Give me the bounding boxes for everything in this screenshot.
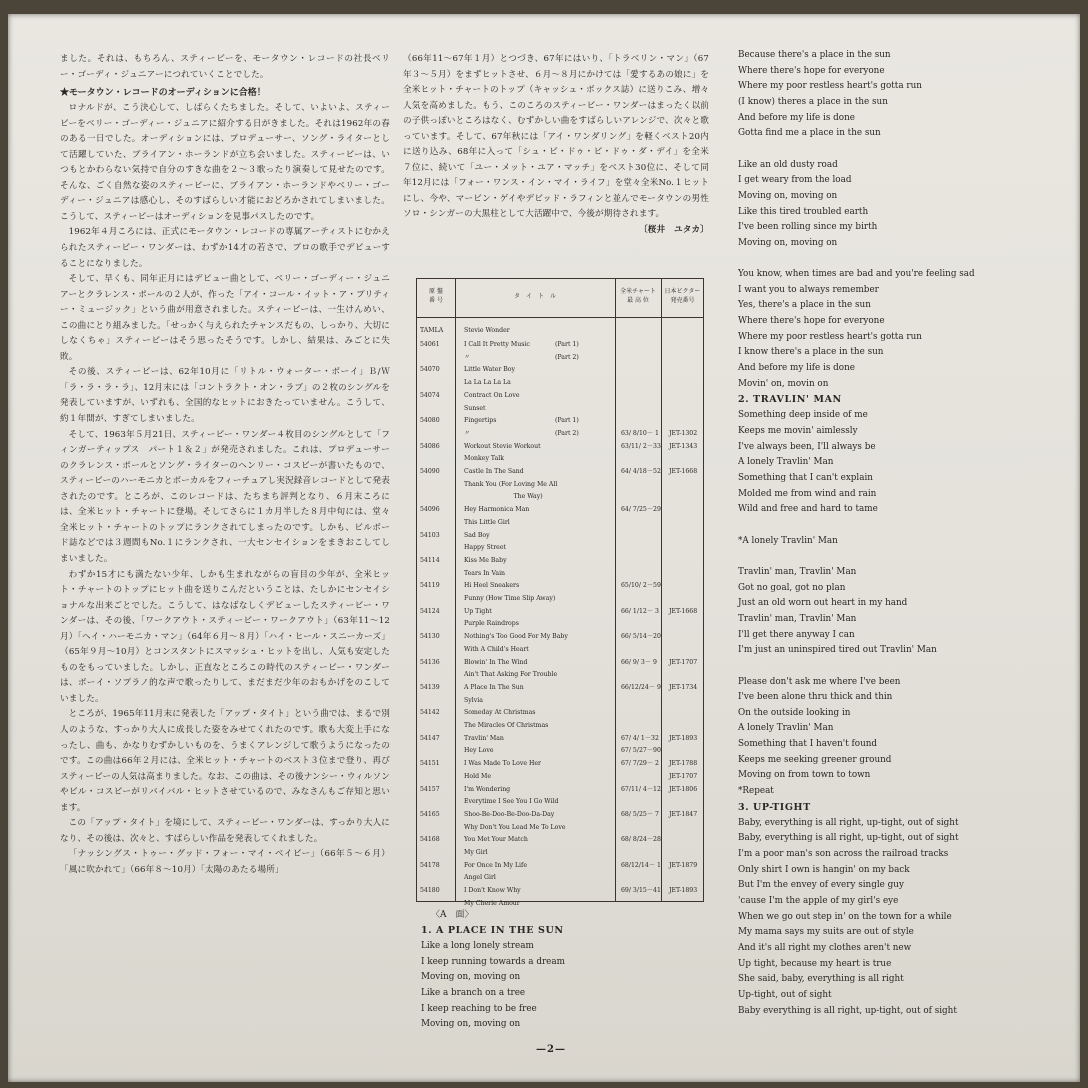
header-number: 原 盤 番 号 — [429, 288, 443, 304]
table-row — [417, 618, 703, 629]
song-title-cell: With A Child's Heart — [464, 645, 529, 653]
song-title-cell: My Cherie Amour — [464, 899, 520, 907]
author-credit: 〔桜井 ユタカ〕 — [639, 225, 709, 236]
lyric-line: Something that I can't explain — [738, 473, 873, 484]
article-paragraph: この「アップ・タイト」を境にして、スティービー・ワンダーは、すっかり大人になり、その後は、次々と、すばらしい作品を発表してくれました。 — [60, 818, 390, 844]
song-title-cell: Sylvia — [464, 696, 483, 704]
table-row — [417, 466, 703, 477]
table-row — [417, 390, 703, 401]
song-title-cell: The Way) — [464, 493, 543, 501]
song-title-cell: Happy Street — [464, 544, 506, 552]
song-title-cell: Funny (How Time Slip Away) — [464, 595, 556, 602]
song-title-cell: I Call It Pretty Music — [464, 341, 530, 348]
jvc-number-cell: JET-1707 — [669, 772, 698, 780]
song-title-cell: Hi Heel Sneakers — [464, 582, 520, 590]
jvc-number-cell: JET-1788 — [669, 760, 698, 768]
lyric-line: Just an old worn out heart in my hand — [738, 598, 908, 609]
song-lyrics — [738, 408, 1038, 799]
article-column-1 — [60, 52, 390, 878]
lyric-line: (I know) theres a place in the sun — [738, 96, 888, 107]
song-title-cell: Thank You (For Loving Me All — [464, 480, 558, 488]
catalog-number: 54178 — [420, 861, 440, 869]
song-title-cell: Contract On Love — [464, 391, 520, 399]
table-row — [417, 695, 703, 706]
lyric-line: I'm a poor man's son across the railroad tracks — [738, 849, 949, 860]
table-row — [417, 593, 703, 604]
part-cell: (Part 2) — [555, 353, 579, 361]
table-row — [417, 809, 703, 820]
chart-position-cell: 66/ 9/ 3－ 9 — [621, 658, 657, 666]
lyric-line: Like an old dusty road — [738, 159, 838, 170]
lyric-line: Moving on from town to town — [738, 770, 871, 781]
song-title-cell: Someday At Christmas — [464, 709, 536, 717]
chart-position-cell: 65/10/ 2－59 — [621, 582, 661, 590]
song-title-cell: I Don't Know Why — [464, 887, 521, 895]
catalog-number: 54086 — [420, 442, 440, 450]
song-title-cell: Why Don't You Lead Me To Love — [464, 823, 566, 831]
chart-position-cell: 63/11/ 2－33 — [621, 442, 661, 450]
song-title-cell: This Little Girl — [464, 518, 510, 526]
lyric-line: Where my poor restless heart's gotta run — [738, 81, 922, 92]
song-title-cell: Shoo-Be-Doo-Be-Doo-Da-Day — [464, 810, 555, 818]
side-label: 〈A 面〉 — [431, 910, 474, 920]
jvc-number-cell: JET-1707 — [669, 658, 698, 666]
catalog-number: 54130 — [420, 633, 440, 641]
chart-position-cell: 63/ 8/10－ 1 — [621, 429, 659, 437]
table-row — [417, 403, 703, 414]
song-title: 3. UP-TIGHT — [738, 801, 811, 813]
liner-notes-page — [8, 14, 1080, 1082]
jvc-number-cell: JET-1302 — [669, 429, 698, 437]
catalog-number: 54061 — [420, 341, 440, 348]
table-row — [417, 479, 703, 490]
lyric-line: Travlin' man, Travlin' Man — [738, 566, 857, 577]
lyric-line: Something that I haven't found — [738, 739, 878, 750]
chart-position-cell: 67/11/ 4－12 — [621, 785, 661, 793]
song-title-cell: Nothing's Too Good For My Baby — [464, 633, 568, 641]
table-row — [417, 568, 703, 579]
article-paragraph: ところが、1965年11月末に発表した「アップ・タイト」という曲では、まるで別人のような、すっかり大人に成長した姿をみせてくれたのです。歌も大変上手になったし、曲も、かなりむずかしいものを、うまくアレンジして歌うようになったのです。この曲は66年２月には、全米ヒット・チャートのベスト３位まで登り、再びスティービーの人気は高まりました。なお、この曲は、その後ナンシー・ウィルソンやビル・コスビーがリバイバル・ヒットさせているので、みなさんもご存知と思います。 — [60, 709, 390, 813]
song-title-cell: The Miracles Of Christmas — [464, 722, 549, 729]
article-intro: ました。それは、もちろん、スティービーを、モータウン・レコードの社長ベリー・ゴーディ・ジュニアーにつれていくことでした。 — [60, 54, 390, 80]
catalog-number: 54151 — [420, 760, 440, 768]
table-row — [417, 885, 703, 896]
table-row — [417, 707, 703, 718]
lyric-line: You know, when times are bad and you're feeling sad — [738, 269, 975, 280]
chart-position-cell: 64/ 7/25－29 — [621, 506, 661, 514]
song-title-cell: For Once In My Life — [464, 861, 527, 869]
lyric-line: And before my life is done — [738, 363, 855, 374]
jvc-number-cell: JET-1879 — [669, 861, 698, 869]
song-title-cell: A Place In The Sun — [464, 683, 524, 691]
article-paragraph: ロナルドが、こう決心して、しばらくたちました。そして、いよいよ、スティービーをベリー・ゴーディー・ジュニアに紹介する日がきました。それは1962年の春のある一日でした。オーディションには、プロデューサー、ソング・ライターとして活躍していた、ブライアン・ホーランドが立ち会いました。スティービーは、いつもとかわらない気持で自分のすきな曲を２～３歌ったり演奏して見せたのです。そんな、ごく自然な姿のスティービーに、ブライアン・ホーランドやベリー・ゴーディー・ジュニアは感心し、そのすばらしい才能におどろかされてしまいました。こうして、スティービーはオーディションを見事パスしたのです。 — [60, 103, 390, 222]
lyric-line: Keeps me movin' aimlessly — [738, 426, 858, 437]
chart-position-cell: 68/ 5/25－ 7 — [621, 810, 659, 818]
lyric-line: *Repeat — [738, 786, 774, 797]
table-row — [417, 745, 703, 756]
catalog-number: 54165 — [420, 810, 440, 818]
table-row — [417, 530, 703, 541]
lyric-line: I want you to always remember — [738, 284, 879, 295]
table-row — [417, 644, 703, 655]
lyric-line: Where there's hope for everyone — [738, 316, 885, 327]
part-cell: (Part 1) — [555, 341, 579, 348]
song-title-cell: Purple Raindrops — [464, 620, 519, 628]
jvc-number-cell: JET-1734 — [669, 683, 698, 691]
song-title-cell: Travlin' Man — [464, 734, 504, 742]
article-paragraph: わずか15才にも満たない少年、しかも生まれながらの盲目の少年が、全米ヒット・チャートのトップにヒット曲を送りこんだということは、たしかにセンセイショナルな出来ごとでした。こうして、はなばなしくデビューしたスティービー・ワンダーは、その後、「ワークアウト・スティービー・ワークアウト」（63年11～12月）「ヘイ・ハーモニカ・マン」（64年６月～８月）「ハイ・ヒール・スニーカーズ」（65年９月～10月）とコンスタントにスマッシュ・ヒットを出し、人気も安定したものをもっていました。しかし、正直なところこの時代のスティービー・ワンダーは、ボーイ・ソプラノ的な声で歌ったりして、まだまだ少年のおもかげをのこしていました。 — [60, 569, 390, 704]
lyric-line: Keeps me seeking greener ground — [738, 754, 892, 765]
song-title-cell: 〃 — [464, 429, 471, 437]
lyric-line: Baby everything is all right, up-tight, out of sight — [738, 1005, 957, 1016]
jvc-number-cell: JET-1343 — [669, 442, 698, 450]
lyric-line: I get weary from the load — [738, 175, 852, 186]
lyric-line: Gotta find me a place in the sun — [738, 128, 881, 139]
catalog-number: 54136 — [420, 658, 440, 666]
song-title: 2. TRAVLIN' MAN — [738, 394, 842, 406]
chart-position-cell: 67/ 5/27－90 — [621, 747, 661, 755]
chart-position-cell: 69/ 3/15－41 — [621, 887, 661, 895]
lyric-line: A lonely Travlin' Man — [738, 457, 834, 468]
table-label-row — [417, 325, 703, 336]
lyric-line: I'll get there anyway I can — [738, 629, 855, 640]
table-row — [417, 784, 703, 795]
stanza-gap — [738, 659, 1038, 675]
side-a-lyrics — [421, 908, 711, 1033]
lyric-line: And before my life is done — [738, 112, 855, 123]
table-row — [417, 834, 703, 845]
lyric-line: When we go out step in' on the town for a while — [738, 911, 952, 922]
lyric-line: *A lonely Travlin' Man — [738, 535, 838, 546]
table-row — [417, 517, 703, 528]
song-title-cell: Sunset — [464, 404, 486, 412]
catalog-number: 54119 — [420, 582, 440, 590]
table-row — [417, 771, 703, 782]
lyric-line: Up tight, because my heart is true — [738, 958, 892, 969]
lyric-line: Only shirt I own is hangin' on my back — [738, 864, 910, 875]
chart-position-cell: 67/ 7/29－ 2 — [621, 760, 659, 768]
catalog-number: 54139 — [420, 683, 440, 691]
jvc-number-cell: JET-1893 — [669, 734, 698, 742]
song-title-cell: Up Tight — [464, 607, 492, 615]
lyric-line: I keep reaching to be free — [421, 1003, 537, 1014]
song-title-cell: Ain't That Asking For Trouble — [464, 671, 558, 679]
stanza-gap — [738, 252, 1038, 268]
table-row — [417, 580, 703, 591]
jvc-number-cell: JET-1847 — [669, 810, 698, 818]
table-row — [417, 720, 703, 731]
catalog-number: 54157 — [420, 785, 440, 793]
catalog-number: 54070 — [420, 366, 440, 374]
article-continuation — [403, 52, 709, 236]
song-title-cell: Hey Love — [464, 747, 494, 755]
chart-position-cell: 68/ 8/24－28 — [621, 836, 661, 844]
table-row — [417, 847, 703, 858]
lyric-line: Because there's a place in the sun — [738, 50, 891, 60]
lyrics-column — [738, 48, 1038, 1019]
table-row — [417, 860, 703, 871]
lyric-line: Where my poor restless heart's gotta run — [738, 331, 922, 342]
lyric-line: Baby, everything is all right, up-tight, out of sight — [738, 833, 959, 844]
catalog-number: 54103 — [420, 531, 440, 539]
lyric-line: Movin' on, movin on — [738, 378, 829, 389]
catalog-number: 54142 — [420, 709, 440, 717]
table-row — [417, 555, 703, 566]
table-row — [417, 491, 703, 502]
catalog-number: 54114 — [420, 556, 440, 564]
song-lyrics — [738, 48, 1038, 392]
table-row — [417, 441, 703, 452]
lyric-line: Moving on, moving on — [421, 1019, 521, 1030]
lyric-line: Moving on, moving on — [421, 972, 521, 983]
table-row — [417, 796, 703, 807]
lyric-line: Like a long lonely stream — [421, 941, 534, 951]
song-title-cell: Workout Stevie Workout — [464, 442, 541, 450]
lyric-line: And it's all right my clothes aren't new — [738, 943, 912, 954]
lyric-line: I've always been, I'll always be — [738, 441, 876, 452]
discography-table — [416, 278, 704, 907]
catalog-number: 54090 — [420, 468, 440, 475]
song-title-cell: Hey Harmonica Man — [464, 506, 530, 514]
song-title-cell: Little Water Boy — [464, 366, 516, 374]
label-cell: TAMLA — [420, 327, 444, 334]
lyric-line: Like a branch on a tree — [421, 987, 526, 998]
catalog-number: 54180 — [420, 887, 440, 895]
song-title-cell: Tears In Vain — [464, 569, 506, 577]
article-heading: ★モータウン・レコードのオーディションに合格！ — [60, 88, 266, 99]
chart-position-cell: 66/12/24－ 9 — [621, 683, 661, 691]
lyric-line: Something deep inside of me — [738, 410, 868, 421]
table-row — [417, 428, 703, 439]
table-row — [417, 606, 703, 617]
song-lyrics — [421, 939, 711, 1033]
table-row — [417, 364, 703, 375]
table-row — [417, 542, 703, 553]
chart-position-cell: 66/ 5/14－20 — [621, 633, 661, 641]
header-jvc: 日本ビクター 発売番号 — [664, 288, 701, 304]
lyric-line: A lonely Travlin' Man — [738, 723, 834, 734]
lyric-line: I'm just an uninspired tired out Travlin' Man — [738, 645, 937, 656]
table-row — [417, 872, 703, 883]
song-title-cell: My Girl — [464, 849, 488, 856]
song-title-cell: La La La La La — [464, 379, 511, 387]
lyric-line: Up-tight, out of sight — [738, 989, 832, 1000]
chart-position-cell: 64/ 4/18－52 — [621, 468, 661, 475]
song-title-cell: Blowin' In The Wind — [464, 658, 528, 666]
song-title-cell: Everytime I See You I Go Wild — [464, 798, 559, 806]
jvc-number-cell: JET-1668 — [669, 607, 698, 615]
table-row — [417, 504, 703, 515]
table-divider — [417, 317, 703, 318]
table-row — [417, 631, 703, 642]
song-title-cell: Fingertips — [464, 417, 497, 425]
page-number: —2— — [536, 1044, 566, 1055]
table-row — [417, 352, 703, 363]
lyric-line: Where there's hope for everyone — [738, 65, 885, 76]
catalog-number: 54096 — [420, 506, 440, 514]
song-title-cell: I Was Made To Love Her — [464, 760, 541, 768]
article-continuation-text: （66年11～67年１月）とつづき、67年にはいり、「トラベリン・マン」（67年３～５月）をまずヒットさせ、６月～８月にかけては「愛するあの娘に」を全米ヒット・チャートのトップ（キャッシュ・ボックス誌）に送りこみ、増々人気を高めました。もう、このころのスティービー・ワンダーはまったく以前の子供っぽいところはなく、むずかしい曲をすばらしいアレンジで、次々と歌っています。そして、67年秋には「アイ・ワンダリング」を軽くベスト20内に送り込み、68年に入って「シュ・ビ・ドゥ・ビ・ドゥ・ダ・デイ」を全米７位に、続いて「ユー・メット・ユア・マッチ」をベスト30位に、そして同年12月には「フォー・ワンス・イン・マイ・ライフ」を堂々全米No.１ヒットにし、今や、マービン・ゲイやデビッド・ラフィンと並んでモータウンの男性ソロ・シンガーの大黒柱として大活躍中で、今後が期待されます。 — [403, 54, 709, 220]
lyric-line: 'cause I'm the apple of my girl's eye — [738, 896, 899, 907]
catalog-number: 54168 — [420, 836, 440, 844]
lyric-line: I know there's a place in the sun — [738, 347, 884, 358]
header-title: タ イ ト ル — [513, 293, 556, 300]
stanza-gap — [738, 518, 1038, 534]
lyric-line: Moving on, moving on — [738, 190, 838, 201]
table-row — [417, 822, 703, 833]
table-row — [417, 682, 703, 693]
table-row — [417, 669, 703, 680]
catalog-number: 54080 — [420, 417, 440, 425]
lyric-line: Moving on, moving on — [738, 237, 838, 248]
lyric-line: Travlin' man, Travlin' Man — [738, 613, 857, 624]
lyric-line: Like this tired troubled earth — [738, 206, 869, 217]
header-chart: 全米チャート 最 高 位 — [620, 288, 656, 304]
song-title-cell: 〃 — [464, 353, 471, 361]
lyric-line: Wild and free and hard to tame — [738, 504, 878, 515]
catalog-number: 54124 — [420, 607, 440, 615]
stanza-gap — [738, 549, 1038, 565]
lyric-line: I've been alone thru thick and thin — [738, 692, 893, 703]
catalog-number: 54147 — [420, 734, 440, 742]
table-row — [417, 733, 703, 744]
article-paragraph: その後、スティービーは、62年10月に「リトル・ウォーター・ボーイ」Ｂ/Ｗ「ラ・ラ・ラ・ラ」、12月末には「コントラクト・オン・ラブ」の２枚のシングルを発表していますが、いずれも、全国的なヒットにおきたっていません。こうして、約１年間が、すぎてしまいました。 — [60, 367, 390, 425]
stanza-gap — [738, 142, 1038, 158]
lyric-line: Yes, there's a place in the sun — [738, 300, 871, 311]
song-title-cell: Sad Boy — [464, 531, 490, 539]
song-title-cell: Monkey Talk — [464, 455, 504, 463]
catalog-number: 54074 — [420, 391, 440, 399]
table-row — [417, 415, 703, 426]
part-cell: (Part 1) — [555, 417, 579, 425]
lyric-line: My mama says my suits are out of style — [738, 927, 914, 938]
article-paragraph: そして、早くも、同年正月にはデビュー曲として、ベリー・ゴーディー・ジュニアーとクラレンス・ポールの２人が、作った「アイ・コール・イット・ア・プリティー・ミュージック」という曲が用意されました。スティービーは、一生けんめい、この曲にとり組みました。「せっかく与えられたチャンスだもの、しっかり、大切にしなくちゃ」スティービーはそう思ったそうです。しかし、結果は、みごとに失敗。 — [60, 274, 390, 362]
jvc-number-cell: JET-1893 — [669, 887, 698, 895]
lyric-line: I keep running towards a dream — [421, 956, 565, 967]
chart-position-cell: 67/ 4/ 1－32 — [621, 734, 659, 742]
table-row — [417, 339, 703, 350]
lyric-line: Please don't ask me where I've been — [738, 676, 901, 687]
lyric-line: She said, baby, everything is all right — [738, 974, 904, 985]
table-row — [417, 377, 703, 388]
jvc-number-cell: JET-1806 — [669, 785, 698, 793]
song-title: 1. A PLACE IN THE SUN — [421, 925, 564, 936]
song-title-cell: Angel Girl — [464, 874, 496, 882]
lyric-line: Baby, everything is all right, up-tight, out of sight — [738, 817, 959, 828]
artist-cell: Stevie Wonder — [464, 327, 510, 334]
lyric-line: But I'm the envey of every single guy — [738, 880, 904, 891]
chart-position-cell: 68/12/14－ 1 — [621, 861, 661, 869]
song-lyrics — [738, 816, 1038, 1020]
lyric-line: On the outside looking in — [738, 707, 851, 718]
song-title-cell: You Met Your Match — [464, 836, 528, 844]
song-title-cell: I'm Wondering — [464, 785, 511, 793]
lyric-line: Molded me from wind and rain — [738, 488, 877, 499]
song-title-cell: Kiss Me Baby — [464, 556, 507, 564]
article-column-2 — [403, 52, 709, 1072]
song-title-cell: Castle In The Sand — [464, 468, 524, 475]
table-row — [417, 657, 703, 668]
song-title-cell: Hold Me — [464, 772, 492, 780]
lyric-line: I've been rolling since my birth — [738, 222, 878, 233]
part-cell: (Part 2) — [555, 429, 579, 437]
article-paragraph: 1962年４月ころには、正式にモータウン・レコードの専属アーティストにむかえられたスティービー・ワンダーは、わずか14才の若さで、プロの歌手でデビューすることになりました。 — [60, 227, 390, 269]
article-paragraph: そして、1963年５月21日、スティービー・ワンダー４枚目のシングルとして「フィンガーティップス パート１＆２」が発売されました。これは、プロデューサーのクラレンス・ポールとソング・ライターのヘンリー・コスビーが書いたもので、スティービーのハーモニカとボーカルをフィーチュアし実況録音レコードとして発表されたのです。ところが、このレコードは、たちまち評判となり、６月末ころには、全米ヒット・チャートに登場。そしてさらに１カ月半した８月中旬には、堂々全米ヒット・チャートのトップにランクされてしまったのです。しかも、ビルボード誌などでは３週間もNo.１にランクされ、一大センセイションをまきおこしてしまいました。 — [60, 429, 390, 564]
lyric-line: Got no goal, got no plan — [738, 582, 846, 593]
article-paragraph: 「ナッシングス・トゥー・グッド・フォー・マイ・ベイビー」（66年５～６月）「風に吹かれて」（66年８～10月）「太陽のあたる場所」 — [60, 849, 390, 875]
table-row — [417, 758, 703, 769]
jvc-number-cell: JET-1668 — [669, 468, 698, 475]
table-row — [417, 453, 703, 464]
chart-position-cell: 66/ 1/12－ 3 — [621, 607, 659, 615]
